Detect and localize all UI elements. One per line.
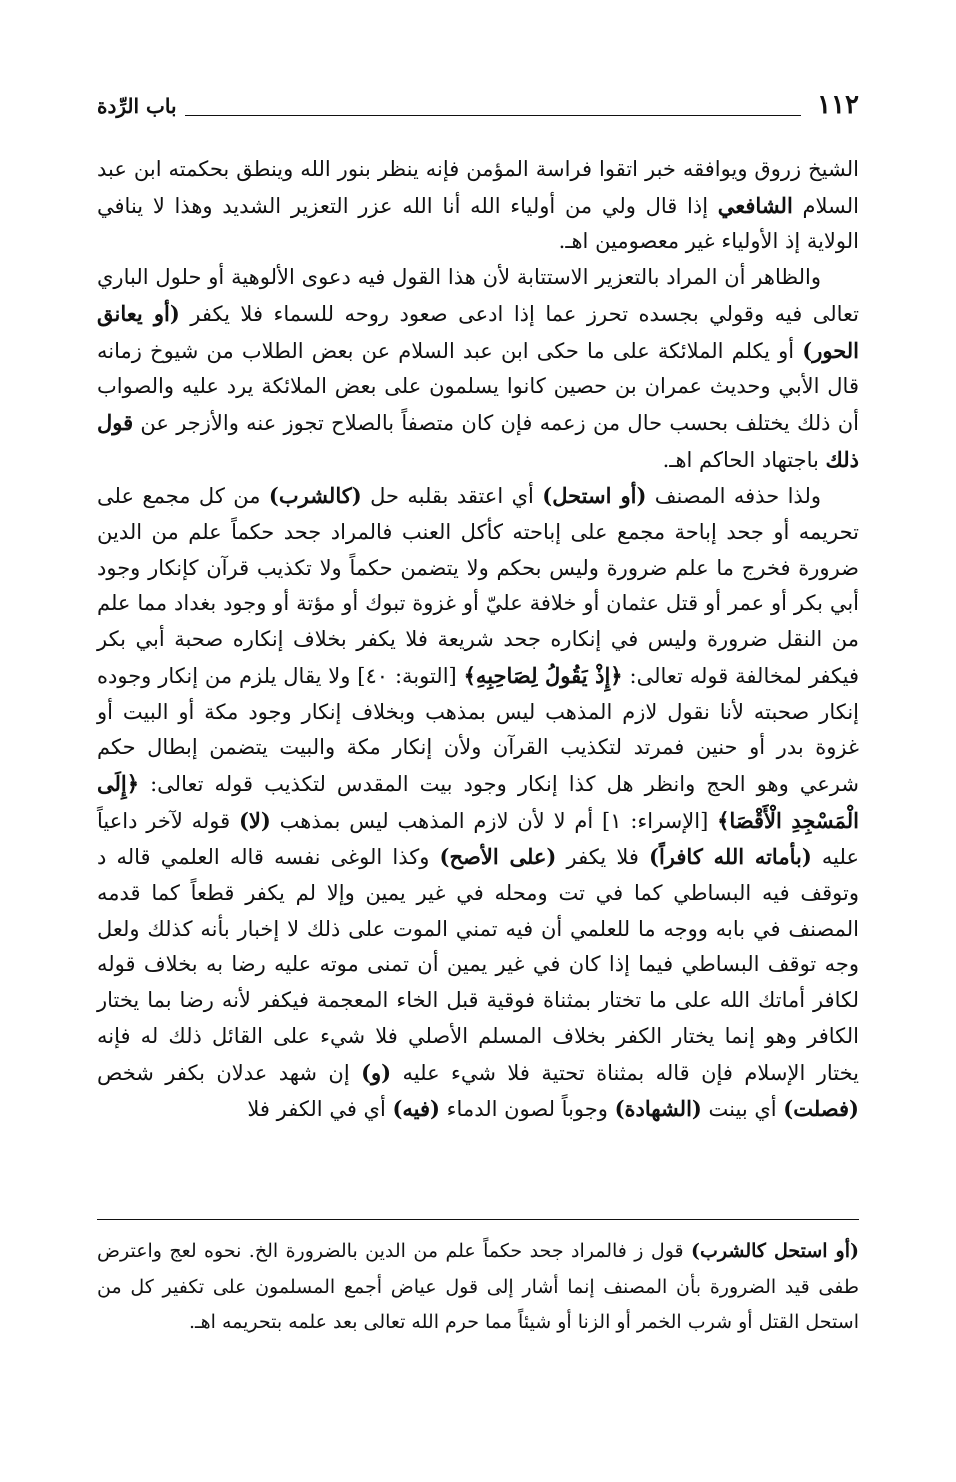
footnote xyxy=(97,1234,859,1341)
text-run: الشيخ زروق ويوافقه خبر اتقوا فراسة المؤمن فإنه ينظر بنور الله وينطق بحكمته ابن عبد السلام xyxy=(97,157,859,218)
header-rule xyxy=(185,115,801,116)
page-header xyxy=(97,88,859,128)
bold-term: (فيه) xyxy=(392,1096,440,1122)
paragraph-2 xyxy=(97,260,859,478)
text-run: فلا يكفر xyxy=(556,845,650,870)
text-run: باجتهاد الحاكم اهـ. xyxy=(662,447,826,472)
text-run: والظاهر أن المراد بالتعزير الاستتابة لأن هذا القول فيه دعوى الألوهية أو حلول الباري تعالى فيه وقولي بجسده تحرز عما إذا ادعى صعود روحه للسماء فلا يكفر xyxy=(97,265,859,326)
quran-quote: ﴿إِذْ يَقُولُ لِصَاحِبِهِ﴾ xyxy=(463,662,623,688)
text-run: [الإسراء: ١] أم لا لأن لازم المذهب ليس بمذهب xyxy=(270,808,718,833)
bold-term: (لا) xyxy=(239,807,271,833)
bold-term: (الشهادة) xyxy=(614,1096,702,1122)
bold-term: (على الأصح) xyxy=(439,844,557,870)
paragraph-1 xyxy=(97,152,859,260)
bold-term: (فصلت) xyxy=(783,1096,859,1122)
bold-term: (كالشرب) xyxy=(268,483,362,509)
footnote-separator xyxy=(97,1219,859,1220)
text-run: أو يكلم الملائكة على ما حكى ابن عبد السلام عن بعض الطلاب من شيوخ زمانه قال الأبي وحديث عمران بن حصين كانوا يسلمون على بعض الملائكة يرد عليه والصواب أن ذلك يختلف بحسب حال من زعمه فإن كان متصفاً بالصلاح تجوز عنه والأزجر عن xyxy=(97,338,859,435)
text-run: أي في الكفر فلا xyxy=(247,1097,393,1122)
text-run: أي اعتقد بقلبه حل xyxy=(361,484,543,509)
bold-term: (أو استحل كالشرب) xyxy=(691,1240,859,1262)
text-run: إن شهد عدلان بكفر شخص xyxy=(97,1060,362,1085)
bold-term: (أو استحل) xyxy=(542,483,647,509)
bold-term: (أو يعانق الحور) xyxy=(97,300,859,363)
text-run: قول ز فالمراد جحد حكماً علم من الدين بالضرورة الخ. نحوه لعج واعترض طفى قيد الضرورة بأن المصنف إنما أشار إلى قول عياض أجمع المسلمون على تكفير كل من استحل القتل أو شرب الخمر أو الزنا أو شيئاً مما حرم الله تعالى بعد علمه بتحريمه اهـ. xyxy=(97,1240,859,1333)
text-run: ولذا حذفه المصنف xyxy=(646,484,821,509)
bold-term: (بأماته الله كافراً) xyxy=(649,844,812,870)
text-run: قوله لآخر داعياً عليه xyxy=(97,808,859,870)
text-run: [التوبة: ٤٠] ولا يقال يلزم من إنكار وجوده إنكار صحبته لأنا نقول لازم المذهب ليس بمذهب وبخلاف إنكار وجود مكة أو البيت أو غزوة بدر أو حنين فمرتد لتكذيب القرآن ولأن إنكار مكة والبيت يتضمن إبطال حكم شرعي وهو الحج وانظر هل كذا إنكار وجود بيت المقدس لتكذيب قوله تعالى: xyxy=(97,663,859,796)
bold-term: قول ذلك xyxy=(97,409,859,472)
page-number: ١١٢ xyxy=(817,90,859,120)
bold-term: الشافعي xyxy=(717,192,793,218)
bold-term: (و) xyxy=(361,1059,392,1085)
paragraph-3 xyxy=(97,478,859,1128)
text-run: أي بينت xyxy=(701,1097,784,1122)
main-text xyxy=(97,152,859,1128)
text-run: من كل مجمع على تحريمه أو جحد إباحة مجمع على إباحته كأكل العنب فالمراد جحد حكماً علم من الدين ضرورة فخرج ما علم ضرورة وليس بحكم ولا يتضمن حكماً ولا تكذيب قرآن كإنكار وجود أبي بكر أو عمر أو قتل عثمان أو خلافة عليّ أو غزوة تبوك أو مؤتة أو وجود بغداد مما علم من النقل ضرورة وليس في إنكاره جحد شريعة فلا يكفر بخلاف إنكاره صحبة أبي بكر فيكفر لمخالفة قوله تعالى: xyxy=(97,484,860,688)
text-run: وجوباً لصون الدماء xyxy=(440,1097,615,1122)
text-run: إذا قال ولي من أولياء الله أنا الله عزر التعزير الشديد وهذا لا ينافي الولاية إذ الأولياء غير معصومين اهـ. xyxy=(97,193,859,254)
chapter-title: باب الرِّدة xyxy=(97,94,177,118)
text-run: وكذا الوغى نفسه قاله العلمي قاله د وتوقف فيه البساطي كما في تت ومحله في غير يمين وإلا لم يكفر قطعاً كما قدمه المصنف في بابه ووجه ما للعلمي أن فيه تمني الموت على ذلك لا إخبار بأنه كذلك ولعل وجه توقف البساطي فيما إذا كان في غير يمين أن تمنى موته عليه رضا به بخلاف قوله لكافر أماتك الله على ما تختار بمثناة فوقية قبل الخاء المعجمة فيكفر لأنه رضا بما يختار الكافر وهو إنما يختار الكفر بخلاف المسلم الأصلي فلا شيء على القائل ذلك له فإنه يختار الإسلام فإن قاله بمثناة تحتية فلا شيء عليه xyxy=(97,845,859,1085)
quran-quote: ﴿إِلَى الْمَسْجِدِ الْأَقْصَا﴾ xyxy=(97,770,860,833)
footnote-paragraph xyxy=(97,1234,859,1341)
